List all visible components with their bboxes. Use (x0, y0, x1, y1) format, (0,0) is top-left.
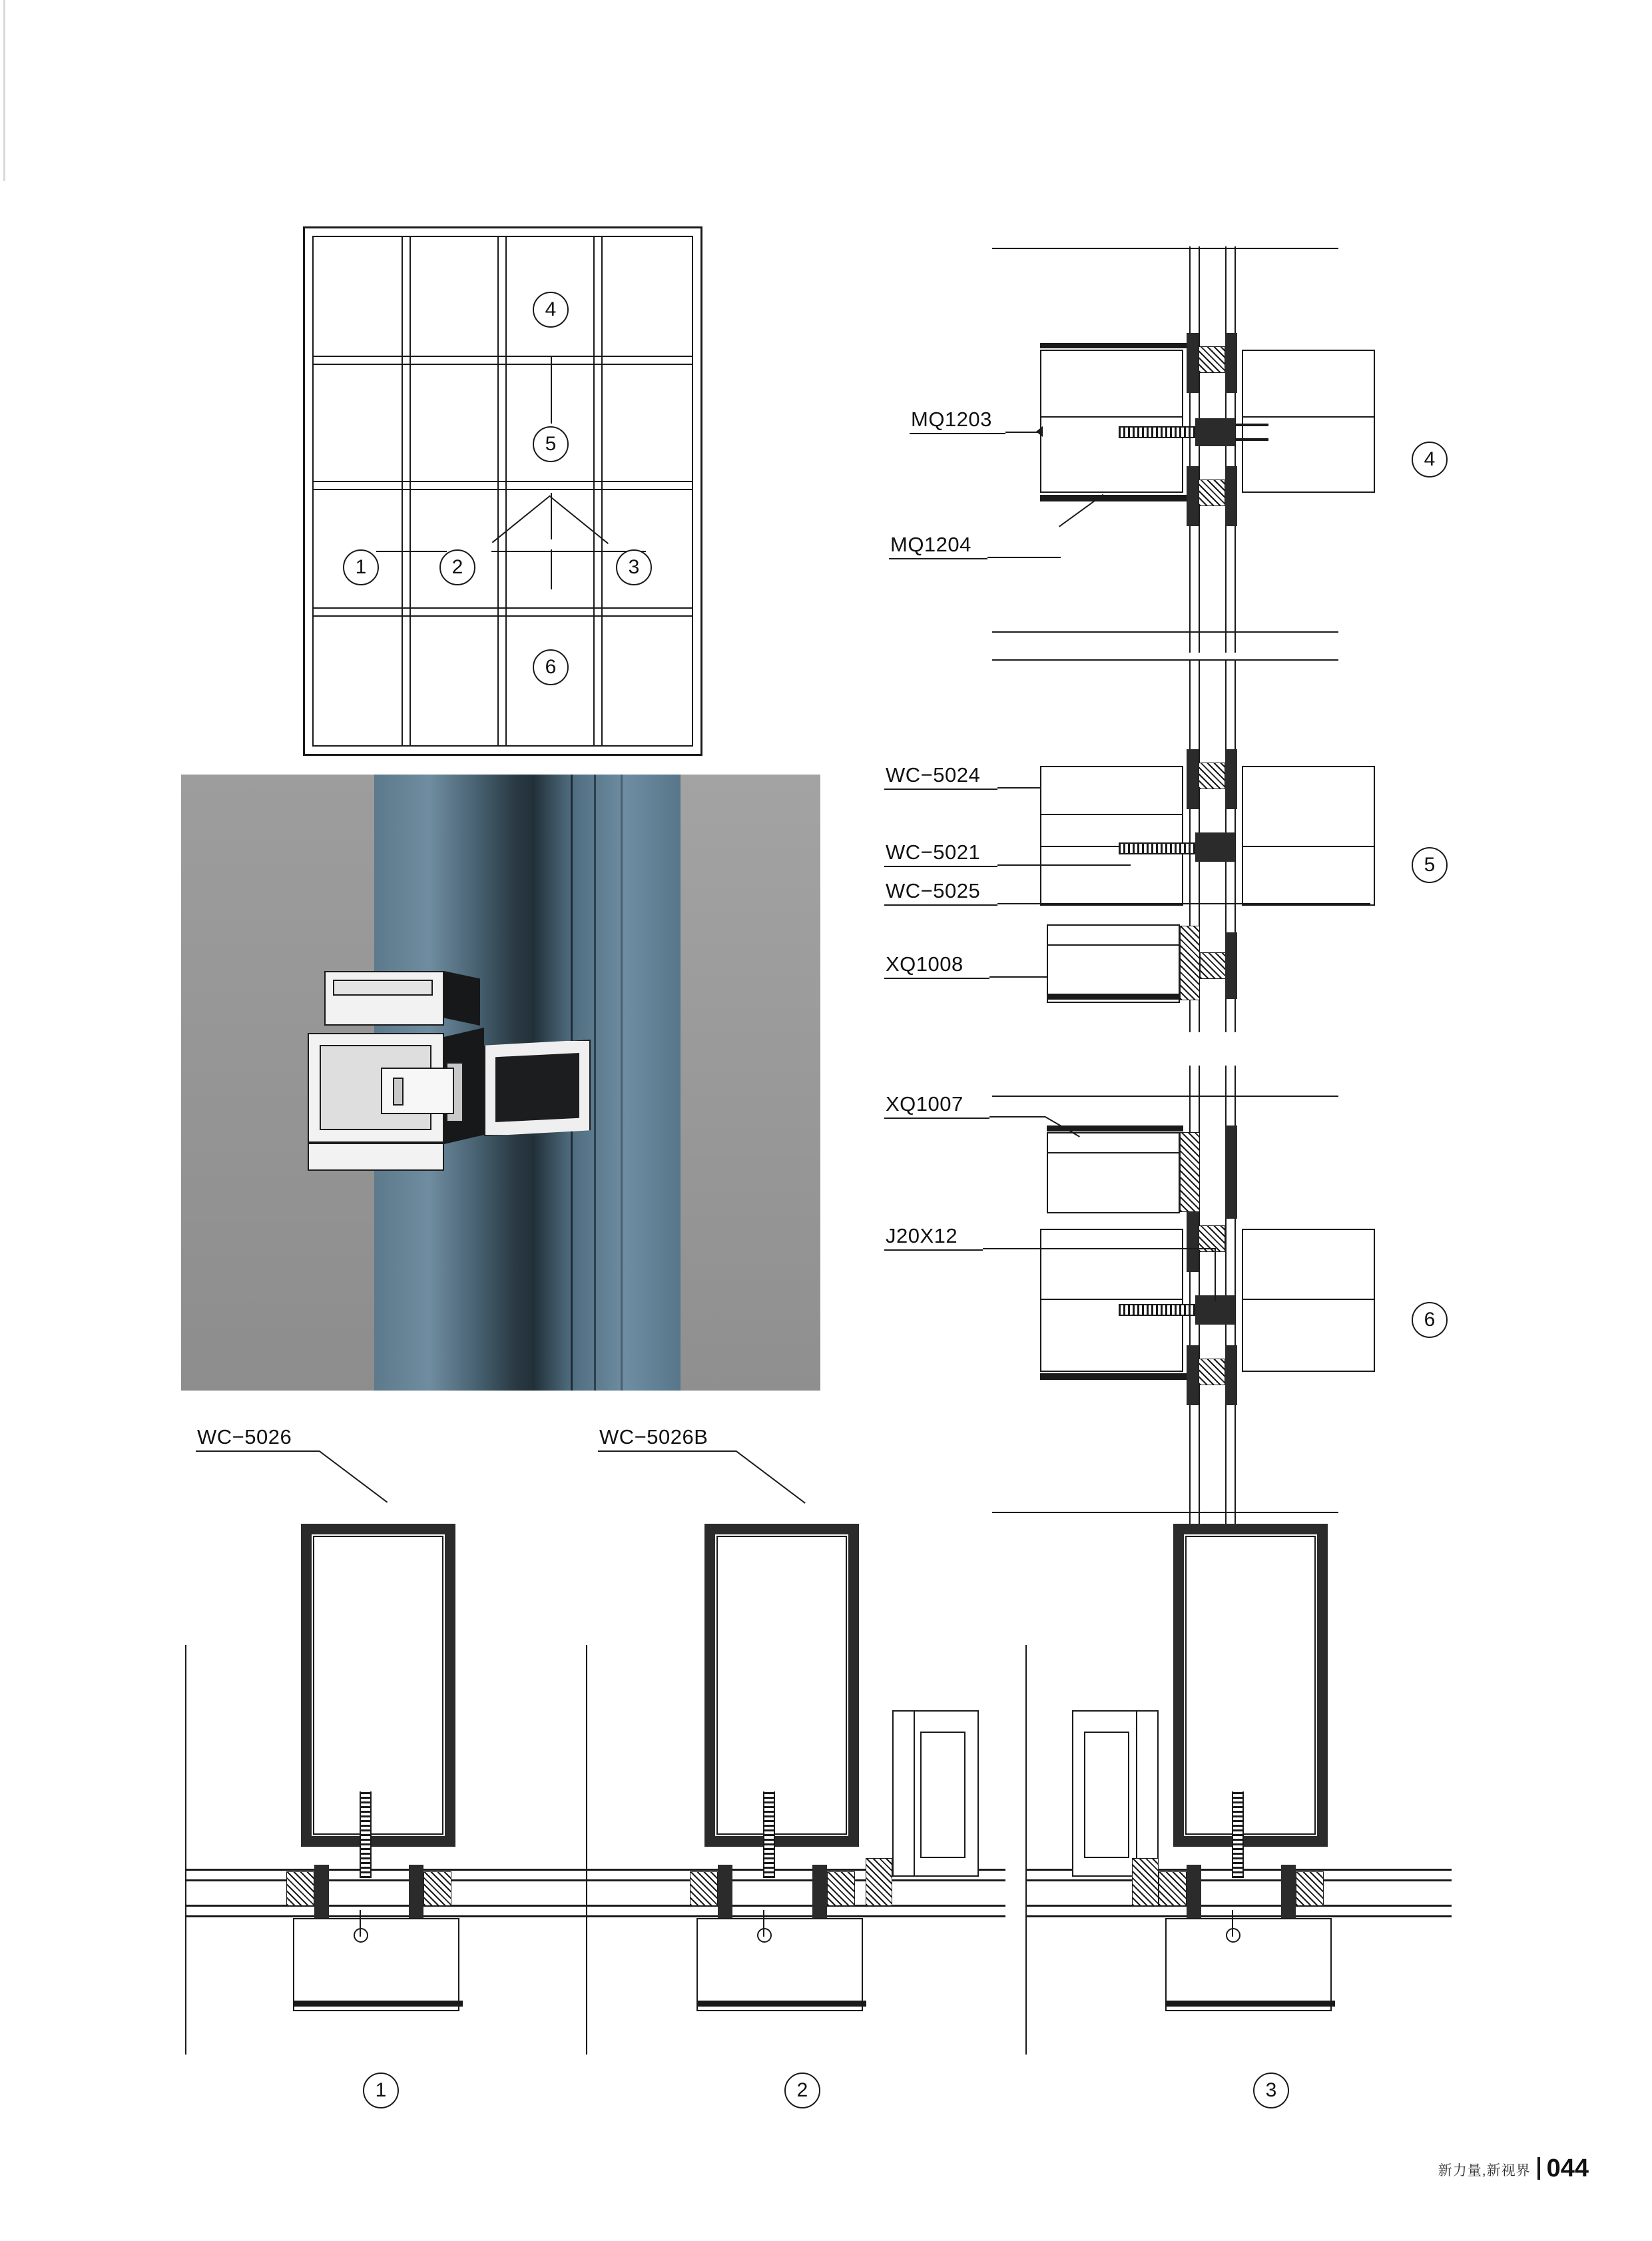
callout-label: 6 (1424, 1309, 1436, 1331)
keyplan-callout-4[interactable] (533, 292, 569, 328)
callout-label: 3 (628, 556, 640, 578)
page-edge-rule (3, 0, 5, 181)
label-mq1203: MQ1203 (911, 408, 992, 431)
callout-label: 6 (545, 656, 557, 678)
detail-callout-2[interactable] (784, 2073, 820, 2108)
page-footer (1438, 2154, 1589, 2182)
callout-label: 4 (545, 298, 557, 320)
label-wc-5026b: WC−5026B (599, 1425, 708, 1448)
label-j20x12: J20X12 (886, 1224, 958, 1247)
detail-callout-6[interactable] (1412, 1302, 1448, 1338)
label-mq1204: MQ1204 (890, 533, 971, 556)
elevation-key-plan (303, 226, 702, 756)
label-wc-5024: WC−5024 (886, 763, 981, 787)
footer-brand-text: 新力量,新视界 (1438, 2163, 1531, 2178)
detail-callout-3[interactable] (1253, 2073, 1289, 2108)
callout-label: 5 (545, 433, 557, 455)
keyplan-callout-5[interactable] (533, 426, 569, 462)
callout-label: 3 (1265, 2079, 1277, 2101)
detail-callout-4[interactable] (1412, 442, 1448, 478)
label-xq1008: XQ1008 (886, 952, 964, 976)
footer-divider (1537, 2157, 1540, 2180)
callout-label: 5 (1424, 854, 1436, 876)
page-number: 044 (1546, 2154, 1589, 2182)
label-wc-5025: WC−5025 (886, 879, 981, 902)
label-xq1007: XQ1007 (886, 1092, 964, 1116)
detail-callout-5[interactable] (1412, 847, 1448, 883)
keyplan-callout-6[interactable] (533, 649, 569, 685)
callout-label: 1 (355, 556, 367, 578)
keyplan-callout-2[interactable] (439, 549, 475, 585)
callout-label: 2 (451, 556, 463, 578)
aluminium-profile-render (181, 775, 820, 1391)
keyplan-callout-3[interactable] (616, 549, 652, 585)
label-wc-5026: WC−5026 (197, 1425, 292, 1448)
keyplan-callout-1[interactable] (343, 549, 379, 585)
detail-callout-1[interactable] (363, 2073, 399, 2108)
label-wc-5021: WC−5021 (886, 840, 981, 864)
callout-label: 2 (796, 2079, 808, 2101)
callout-label: 1 (375, 2079, 387, 2101)
callout-label: 4 (1424, 448, 1436, 470)
